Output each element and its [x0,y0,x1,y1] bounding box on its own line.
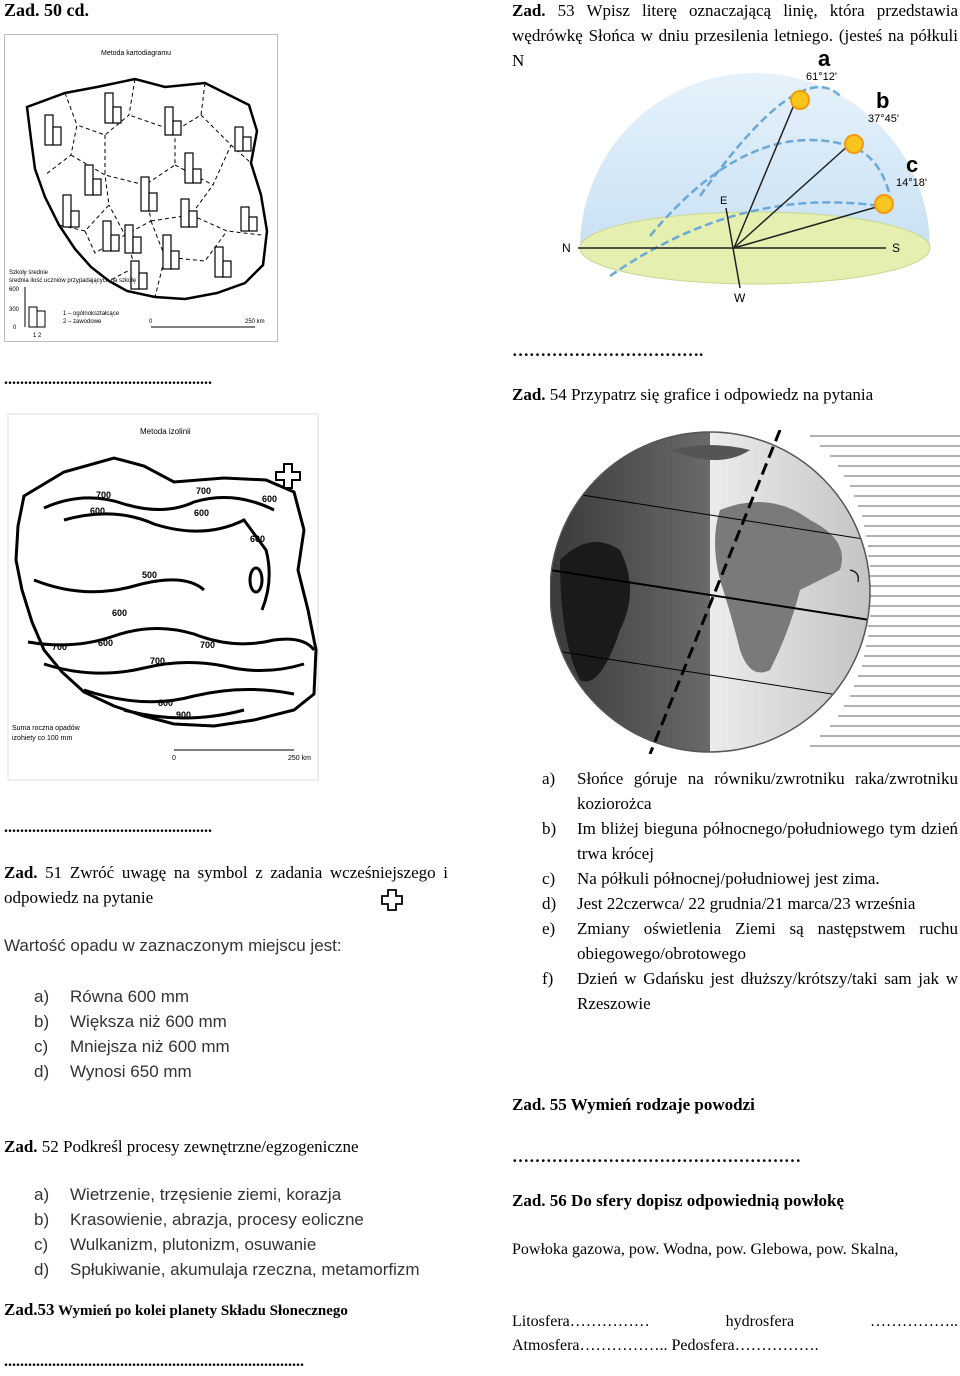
zad54-option: b) Im bliżej bieguna północnego/południowego tym dzień trwa krócej [542,819,958,863]
zad52-option: a) Wietrzenie, trzęsienie ziemi, korazja [34,1185,342,1204]
iso-label: 600 [98,638,114,648]
label-W: W [734,291,746,305]
label-E: E [720,195,728,207]
zad52-options [34,1182,448,1282]
map-kartodiagram [4,34,278,342]
zad54-option: f) Dzień w Gdańsku jest dłuższy/krótszy/taki sam jak w Rzeszowie [542,969,958,1013]
zad54-heading [512,382,958,407]
iso-label: 700 [52,642,68,652]
map1-scale-0: 0 [149,319,153,325]
zad56-line2: Atmosfera…………….. Pedosfera……………. [512,1337,819,1354]
zad53-dots: ……………………………. [512,341,704,360]
zad53-prefix: Zad. [512,1,546,20]
answer-dots-2: .................................................... [4,819,212,836]
cross-symbol-icon [380,888,404,917]
litosfera-blank: Litosfera…………… [512,1313,650,1330]
map2-legend-title: Suma roczna opadów [12,725,80,732]
isolines [28,498,314,719]
label-c: c [906,152,919,177]
zad52-heading [4,1134,359,1159]
iso-label: 700 [200,640,216,650]
zad52-option: d) Spłukiwanie, akumulaja rzeczna, metamorfizm [34,1260,420,1279]
iso-label: 600 [262,494,278,504]
map1-legend-sub: średnia ilość uczniów przypadających na szkołę [9,278,137,284]
zad54-heading-visible: 54 Przypatrz się grafice i odpowiedz na pytania [545,385,874,404]
zad52-prefix: Zad. [4,1137,38,1156]
iso-label: 600 [194,508,210,518]
zad53b-heading [4,1298,348,1323]
map1-legend-title: Szkoły średnie [9,270,49,276]
zad51-prefix: Zad. [4,863,38,882]
map1-scale-250: 250 km [245,319,265,325]
iso-label: 700 [196,486,212,496]
iso-label: 700 [96,490,112,500]
sun-path-diagram [550,36,960,308]
earth-svg [550,430,960,754]
map1-legend-1: 1 – ogólnokształcące [63,311,120,317]
zad51-heading-visible: 51 Zwróć uwagę na symbol z zadania wcześniejszego i odpowiedz na pytanie [4,863,448,907]
zad54-option: c) Na półkuli północnej/południowej jest zima. [542,869,880,888]
zad52-option: b) Krasowienie, abrazja, procesy eoliczne [34,1210,364,1229]
map1-legend-bar2 [37,311,45,327]
answer-dots-1: .................................................... [4,371,212,388]
map-kartodiagram-svg [5,35,277,341]
earth-illumination-diagram [550,430,960,754]
zad51-options [34,984,454,1084]
zad56-heading: Zad. 56 Do sfery dopisz odpowiednią powłokę [512,1191,845,1210]
hydrosfera-blank: …………….. [869,1313,958,1330]
zad52-heading-text: 52 Podkreśl procesy zewnętrzne/egzogeniczne [37,1137,359,1156]
zad54-option: d) Jest 22czerwca/ 22 grudnia/21 marca/23 września [542,894,916,913]
zad53b-prefix: Zad.53 [4,1300,55,1319]
zad53-heading-visible: 53 Wpisz literę oznaczającą linię, która przedstawia wędrówkę Słońca w dniu przesilenia letniego. (jesteś na półkuli N [512,1,958,70]
sun-path-svg [550,36,960,308]
zad55-heading: Zad. 55 Wymień rodzaje powodzi [512,1095,755,1114]
hydrosfera-label: hydrosfera [725,1313,795,1330]
map1-tick-0: 0 [13,325,17,331]
label-N: N [562,241,571,255]
zad55-dots: …………………………………………… [512,1147,801,1166]
zad54-prefix: Zad. [512,385,546,404]
map1-tick-600: 600 [9,287,20,293]
map-izolinie [4,410,322,784]
zad53b-heading-text: Wymień po kolei planety Składu Słonecznego [54,1303,348,1319]
iso-label: 900 [176,710,192,720]
map2-scale-0: 0 [172,755,176,762]
zad51-option: a) Równa 600 mm [34,987,190,1006]
map2-legend-sub: izohiety co 100 mm [12,735,73,742]
zad54-options [512,766,958,1016]
zad56-options: Powłoka gazowa, pow. Wodna, pow. Glebowa, pow. Skalna, [512,1241,899,1258]
angle-a: 61°12' [806,71,837,83]
map2-scale-250: 250 km [288,755,311,762]
label-a: a [818,46,831,71]
bar-symbols [45,93,257,289]
isoline-closed [250,568,262,592]
map1-legend-2: 2 – zawodowe [63,319,102,325]
zad53b-dots: ........................................................................... [4,1353,304,1370]
iso-label: 600 [90,506,106,516]
angle-c: 14°18' [896,177,927,189]
map1-title: Metoda kartodiagramu [101,50,172,57]
map1-legend-bar1 [29,307,37,327]
zad51-option: d) Wynosi 650 mm [34,1062,192,1081]
map1-tick-300: 300 [9,307,20,313]
iso-label: 600 [250,534,266,544]
label-b: b [876,88,890,113]
iso-label: 700 [150,656,166,666]
zad52-option: c) Wulkanizm, plutonizm, osuwanie [34,1235,317,1254]
iso-label: 500 [142,570,158,580]
zad56-line1 [512,1310,958,1334]
map2-title: Metoda izolinii [140,427,191,436]
zad51-question: Wartość opadu w zaznaczonym miejscu jest: [4,936,342,955]
label-S: S [892,241,901,255]
zad50-heading: Zad. 50 cd. [4,0,90,20]
zad51-option: b) Większa niż 600 mm [34,1012,227,1031]
iso-label: 600 [112,608,128,618]
iso-label: 800 [158,698,174,708]
angle-b: 37°45' [868,113,899,125]
zad54-option: e) Zmiany oświetlenia Ziemi są następstwem ruchu obiegowego/obrotowego [542,919,958,963]
map-izolinie-svg [4,410,322,784]
map1-tick-12: 1 2 [33,333,42,339]
zad51-option: c) Mniejsza niż 600 mm [34,1037,230,1056]
zad54-option: a) Słońce góruje na równiku/zwrotniku raka/zwrotniku koziorożca [542,769,958,813]
